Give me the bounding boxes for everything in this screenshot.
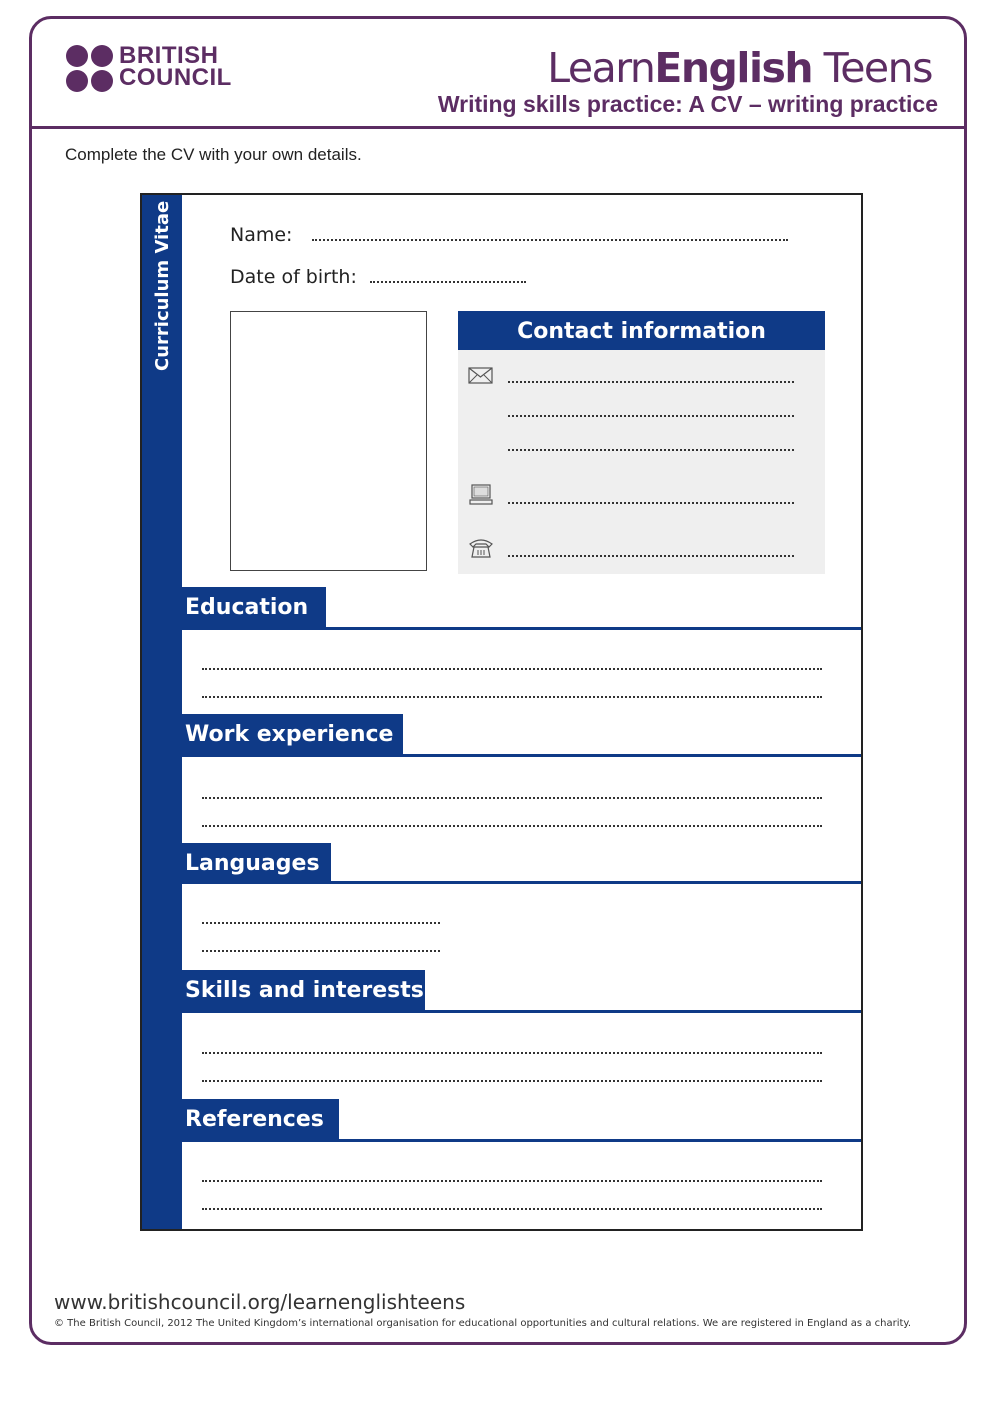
address-line-2[interactable]: [508, 415, 794, 417]
cv-side-bar: [142, 195, 182, 1229]
logo-line-2: COUNCIL: [119, 64, 232, 91]
work-line-2[interactable]: [202, 825, 822, 827]
education-line-1[interactable]: [202, 668, 822, 670]
computer-icon: [468, 484, 494, 506]
section-education-rule: [182, 627, 861, 630]
footer-copyright: © The British Council, 2012 The United Kingdom’s international organisation for educational opportunities and cultural relations. We are registered in England as a charity.: [54, 1318, 912, 1329]
dob-input-line[interactable]: [370, 281, 526, 283]
section-work-experience: Work experience: [182, 714, 403, 755]
languages-line-1[interactable]: [202, 922, 440, 924]
cv-form: [140, 193, 863, 1231]
dob-label: Date of birth:: [230, 266, 357, 288]
photo-box[interactable]: [230, 311, 427, 571]
learnenglish-teens-brand: [547, 44, 932, 92]
brand-teens: Teens: [812, 44, 932, 92]
name-input-line[interactable]: [312, 239, 788, 241]
name-label: Name:: [230, 224, 293, 246]
logo-dots-icon: [66, 45, 114, 93]
section-skills-interests-rule: [182, 1010, 861, 1013]
skills-line-1[interactable]: [202, 1052, 822, 1054]
page-subtitle: Writing skills practice: A CV – writing practice: [437, 91, 938, 117]
telephone-icon: [468, 537, 494, 559]
cv-side-label: Curriculum Vitae: [152, 200, 173, 371]
section-references: References: [182, 1099, 339, 1140]
footer-url[interactable]: www.britishcouncil.org/learnenglishteens: [54, 1290, 466, 1314]
phone-line[interactable]: [508, 555, 794, 557]
logo-line-1: BRITISH: [119, 42, 219, 69]
brand-learn: Learn: [547, 44, 655, 92]
section-skills-interests: Skills and interests: [182, 970, 425, 1011]
section-references-rule: [182, 1139, 861, 1142]
address-line-1[interactable]: [508, 381, 794, 383]
section-education: Education: [182, 587, 326, 628]
references-line-2[interactable]: [202, 1208, 822, 1210]
email-line[interactable]: [508, 502, 794, 504]
work-line-1[interactable]: [202, 797, 822, 799]
section-languages: Languages: [182, 843, 331, 884]
education-line-2[interactable]: [202, 696, 822, 698]
contact-title: Contact information: [458, 311, 825, 350]
address-line-3[interactable]: [508, 449, 794, 451]
section-work-experience-rule: [182, 754, 861, 757]
section-languages-rule: [182, 881, 861, 884]
envelope-icon: [468, 365, 494, 387]
instruction-text: Complete the CV with your own details.: [65, 145, 362, 164]
languages-line-2[interactable]: [202, 950, 440, 952]
references-line-1[interactable]: [202, 1180, 822, 1182]
header-divider: [29, 126, 967, 129]
brand-english: English: [654, 44, 813, 92]
skills-line-2[interactable]: [202, 1080, 822, 1082]
contact-panel: [458, 311, 825, 574]
